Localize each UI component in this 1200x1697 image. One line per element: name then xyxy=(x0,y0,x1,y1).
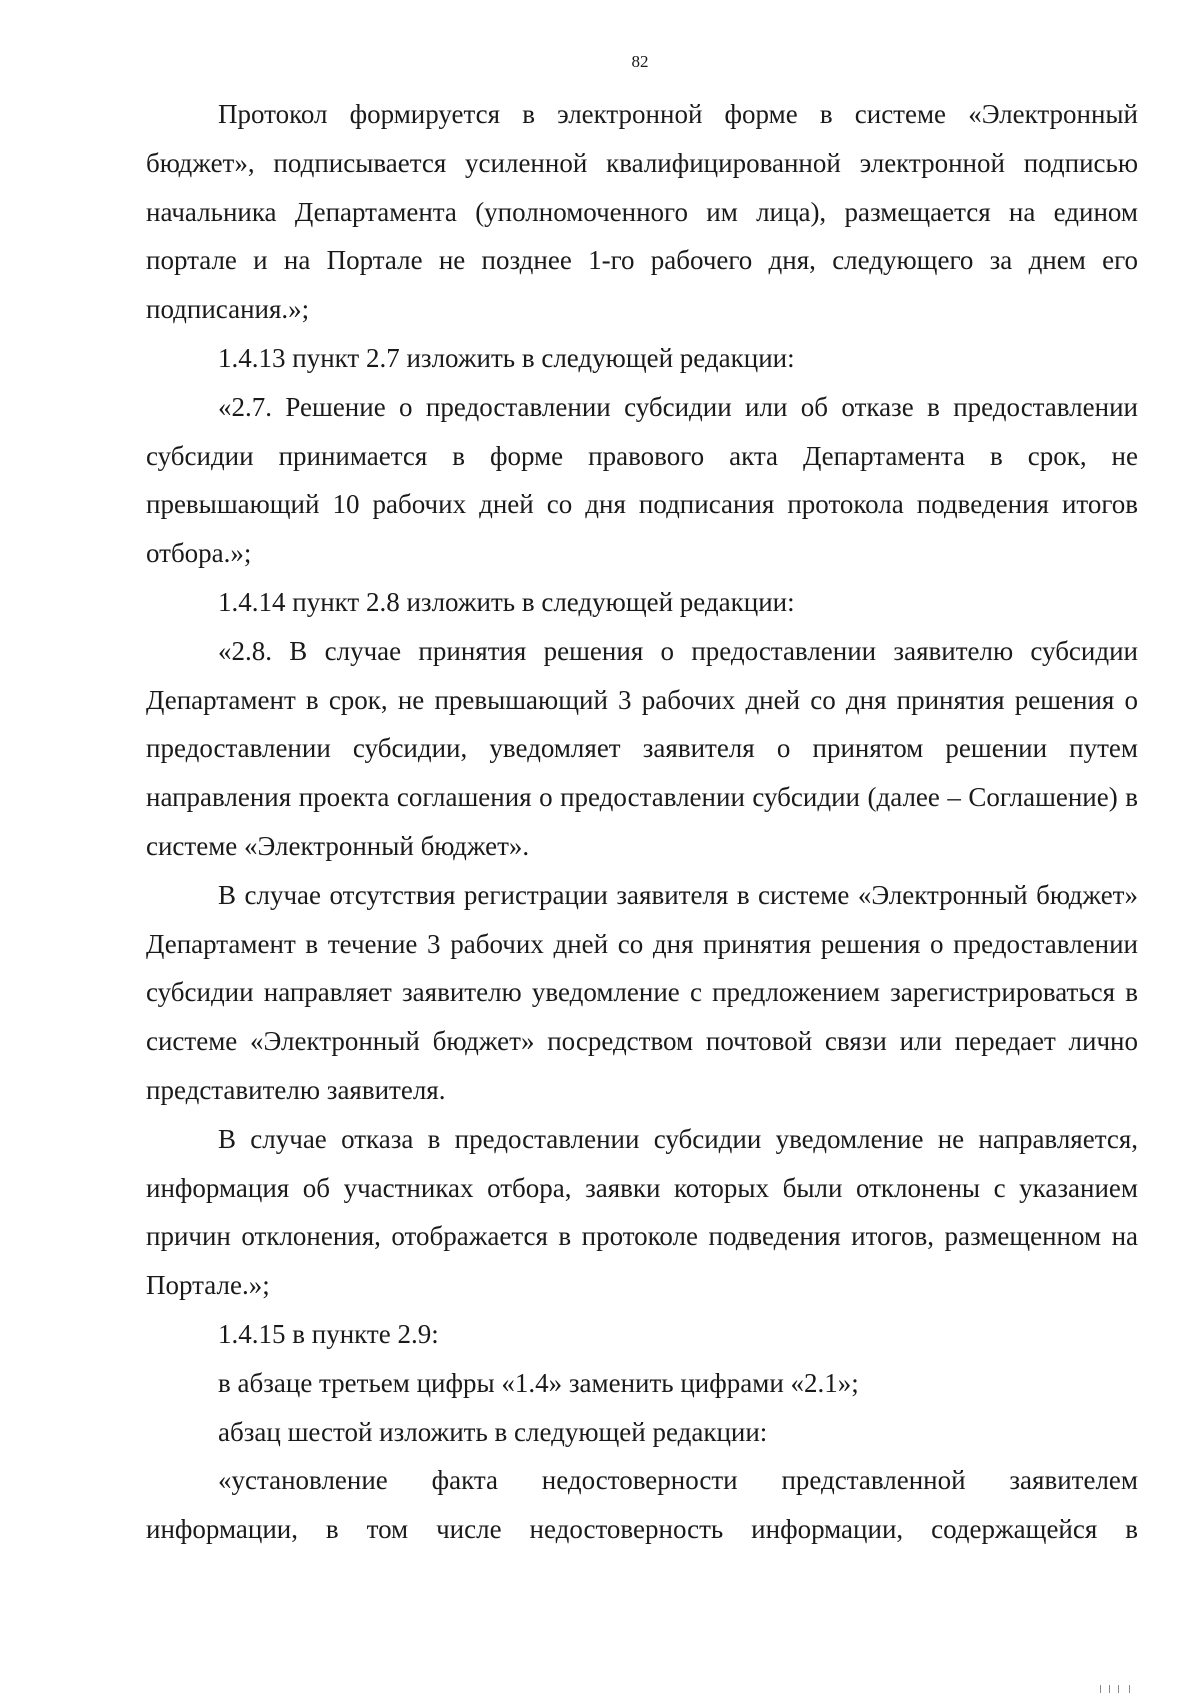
paragraph-no-registration: В случае отсутствия регистрации заявителя в системе «Электронный бюджет» Департамент в течение 3 рабочих дней со дня принятия решения о предоставлении субсидии направляет заявителю уведомление с предложением зарегистрироваться в системе «Электронный бюджет» посредством почтовой связи или передает лично представителю заявителя. xyxy=(146,879,1138,1105)
paragraph-sixth-abzac: абзац шестой изложить в следующей редакции: xyxy=(218,1416,768,1447)
paragraph-item-1-4-14: 1.4.14 пункт 2.8 изложить в следующей редакции: xyxy=(218,586,795,617)
page-number: 82 xyxy=(631,52,649,71)
paragraph-item-1-4-15: 1.4.15 в пункте 2.9: xyxy=(218,1318,439,1349)
scan-corner-mark xyxy=(1100,1685,1130,1693)
document-body xyxy=(146,90,1138,1554)
paragraph-item-1-4-13: 1.4.13 пункт 2.7 изложить в следующей редакции: xyxy=(218,342,795,373)
paragraph-protocol: Протокол формируется в электронной форме в системе «Электронный бюджет», подписывается усиленной квалифицированной электронной подписью начальника Департамента (уполномоченного им лица), размещается на едином портале и на Портале не позднее 1-го рабочего дня, следующего за днем его подписания.»; xyxy=(146,99,1138,325)
paragraph-clause-2-8: «2.8. В случае принятия решения о предоставлении заявителю субсидии Департамент в срок, не превышающий 3 рабочих дней со дня принятия решения о предоставлении субсидии, уведомляет заявителя о принятом решении путем направления проекта соглашения о предоставлении субсидии (далее – Соглашение) в системе «Электронный бюджет». xyxy=(146,635,1138,861)
paragraph-third-abzac: в абзаце третьем цифры «1.4» заменить цифрами «2.1»; xyxy=(218,1367,859,1398)
paragraph-establishment: «установление факта недостоверности представленной заявителем информации, в том числе недостоверность информации, содержащейся в xyxy=(146,1465,1138,1545)
paragraph-refusal: В случае отказа в предоставлении субсидии уведомление не направляется, информация об участниках отбора, заявки которых были отклонены с указанием причин отклонения, отображается в протоколе подведения итогов, размещенном на Портале.»; xyxy=(146,1123,1138,1301)
paragraph-clause-2-7: «2.7. Решение о предоставлении субсидии или об отказе в предоставлении субсидии принимается в форме правового акта Департамента в срок, не превышающий 10 рабочих дней со дня подписания протокола подведения итогов отбора.»; xyxy=(146,391,1138,569)
